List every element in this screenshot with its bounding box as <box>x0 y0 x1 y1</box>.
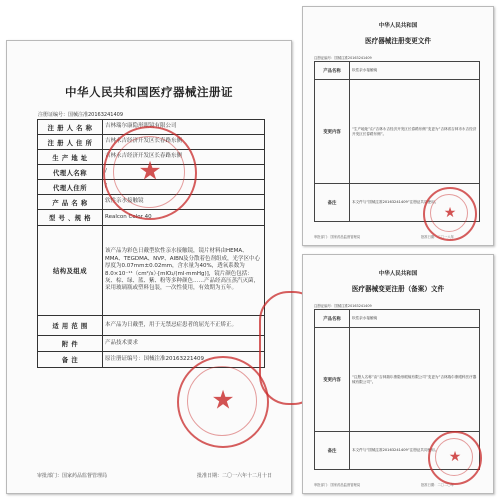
document-title: 医疗器械注册变更文件 <box>365 37 431 45</box>
certificate-title: 中华人民共和国医疗器械注册证 <box>65 85 233 99</box>
table-row: 型 号 、规 格 Realcon Color 40 <box>38 210 265 226</box>
issuing-authority: 审批部门：国家药品监督管理局 <box>314 483 361 487</box>
approval-date: 批准日期：二〇一六年十二月十日 <box>197 473 273 479</box>
document-title: 医疗器械变更注册（备案）文件 <box>351 285 445 293</box>
approval-date: 批准日期：二〇一八年 <box>421 235 454 239</box>
official-seal: ★ <box>103 126 197 220</box>
document-header: 中华人民共和国 <box>378 23 418 29</box>
table-row: 附 件 产品技术要求 <box>38 336 265 352</box>
table-row: 适 用 范 围 本产品为日戴型，用于无禁忌症患者的屈光不正矫正。 <box>38 316 265 336</box>
registration-number: 注册证编号：国械注准20163241409 <box>38 112 123 118</box>
table-row: 变更内容 “注册人名称”由“吉林瑞尔康隐形眼镜有限公司”变更为“吉林瑞尔康眼科医疗器械有限公司”。 <box>315 328 480 432</box>
registration-number: 注册证编号：国械注准20163241409 <box>314 56 372 60</box>
table-row: 备注 本文件与“国械注准20163241409”注册证共同使用。 <box>315 184 480 222</box>
table-row: 备 注 原注册证编号：国械注准20163221409 <box>38 352 265 368</box>
table-row: 生 产 地 址 吉林永吉经济开发区长春路东侧 <box>38 150 265 165</box>
table-row: 备注 本文件与“国械注准20163241409”注册证共同使用。 <box>315 432 480 470</box>
table-row: 产品名称 软性亲水接触镜 <box>315 62 480 80</box>
table-row: 注 册 人 名 称 吉林瑞尔康隐形眼镜有限公司 <box>38 120 265 135</box>
table-row: 产 品 名 称 软性亲水接触镜 <box>38 195 265 210</box>
issuing-authority: 审批部门：国家药品监督管理局 <box>314 235 361 239</box>
official-seal: ★ <box>428 431 482 485</box>
table-row: 注 册 人 住 所 吉林永吉经济开发区长春路东侧 <box>38 135 265 150</box>
official-seal: ★ <box>177 356 269 448</box>
document-header: 中华人民共和国 <box>378 271 418 277</box>
table-row: 结构及组成 该产品为彩色日戴型软性亲水接触镜，镜片材料由HEMA、MMA、TEGDMA、NVP、AIBN及分散着色剂组成，光学区中心厚度为0.07mm±0.02mm，含水量为40%，透氧系数为8.0×10⁻¹¹（cm²/s）·[mlO₂/(ml·mmHg)]，镜片颜色包括：灰、棕、绿、蓝、紫、粉等多种颜色……产品经高压蒸汽灭菌，采用玻璃瓶或塑料包装，一次性使用，有效期为五年。 <box>38 226 265 316</box>
registration-number: 注册证编号：国械注准20163241409 <box>314 304 372 308</box>
approval-date: 批准日期：二〇二〇年 <box>421 483 454 487</box>
table-row: 代理人住所 / <box>38 180 265 195</box>
table-row: 产品名称 软性亲水接触镜 <box>315 310 480 328</box>
table-row: 代理人名称 / <box>38 165 265 180</box>
registration-certificate <box>6 40 292 494</box>
table-row: 变更内容 “生产地址”由“吉林永吉经济开发区长春路东侧”变更为“吉林省吉林市永吉经济开发区长春路东侧”。 <box>315 80 480 184</box>
change-document <box>302 6 494 246</box>
official-seal: ★ <box>423 187 477 241</box>
issuing-authority: 审批部门：国家药品监督管理局 <box>37 473 108 479</box>
filing-document <box>302 254 494 494</box>
